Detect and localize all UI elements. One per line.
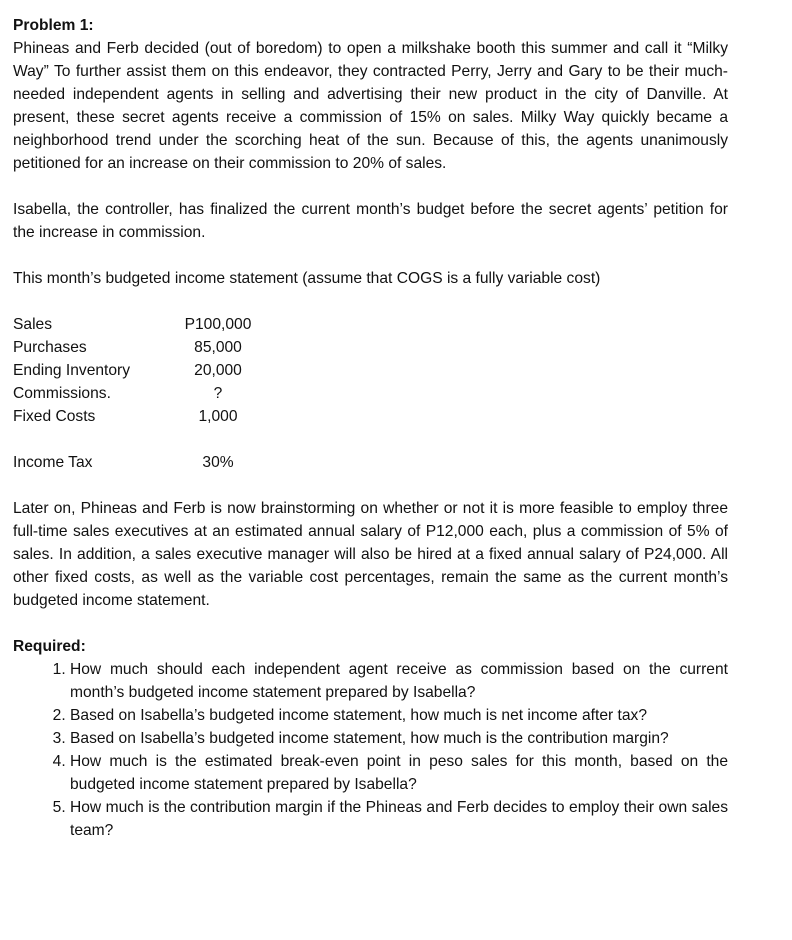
row-value: 1,000: [198, 408, 238, 425]
controller-paragraph: Isabella, the controller, has finalized the current month’s budget before the secret agents’ petition for the increase in commission.: [13, 201, 728, 241]
budget-heading: This month’s budgeted income statement (assume that COGS is a fully variable cost): [13, 270, 601, 287]
row-label: Ending Inventory: [13, 362, 131, 379]
required-title: Required:: [13, 638, 86, 655]
problem-title: Problem 1:: [13, 17, 94, 34]
tax-row: [13, 451, 728, 474]
list-item: 3. Based on Isabella’s budgeted income statement, how much is the contribution margin?: [70, 727, 728, 750]
required-list: [13, 658, 728, 842]
row-value: 85,000: [194, 339, 242, 356]
statement-row: [13, 405, 728, 428]
tax-label: Income Tax: [13, 454, 93, 471]
row-value: 20,000: [194, 362, 242, 379]
row-label: Sales: [13, 316, 53, 333]
list-item: 2. Based on Isabella’s budgeted income statement, how much is net income after tax?: [70, 704, 728, 727]
statement-row: [13, 313, 728, 336]
list-item: 5. How much is the contribution margin if the Phineas and Ferb decides to employ their own sales team?: [70, 796, 728, 842]
list-item: 1. How much should each independent agent receive as commission based on the current month’s budgeted income statement prepared by Isabella?: [70, 658, 728, 704]
row-value: P100,000: [184, 316, 252, 333]
statement-row: [13, 382, 728, 405]
row-value: ?: [213, 385, 223, 402]
tax-value: 30%: [202, 454, 234, 471]
statement-row: [13, 336, 728, 359]
later-paragraph: Later on, Phineas and Ferb is now brainstorming on whether or not it is more feasible to employ three full-time sales executives at an estimated annual salary of P12,000 each, plus a commission of 5% of sales. In addition, a sales executive manager will also be hired at a fixed annual salary of P24,000. All other fixed costs, as well as the variable cost percentages, remain the same as the current month’s budgeted income statement.: [13, 500, 728, 609]
income-statement: [13, 313, 728, 474]
row-label: Commissions.: [13, 385, 111, 402]
list-item: 4. How much is the estimated break-even point in peso sales for this month, based on the budgeted income statement prepared by Isabella?: [70, 750, 728, 796]
row-label: Fixed Costs: [13, 408, 96, 425]
row-label: Purchases: [13, 339, 87, 356]
statement-row: [13, 359, 728, 382]
document-page: [13, 14, 728, 842]
intro-paragraph: Phineas and Ferb decided (out of boredom) to open a milkshake booth this summer and call it “Milky Way” To further assist them on this endeavor, they contracted Perry, Jerry and Gary to be their much-needed independent agents in selling and advertising their new product in the city of Danville. At present, these secret agents receive a commission of 15% on sales. Milky Way quickly became a neighborhood trend under the scorching heat of the sun. Because of this, the agents unanimously petitioned for an increase on their commission to 20% of sales.: [13, 40, 728, 172]
